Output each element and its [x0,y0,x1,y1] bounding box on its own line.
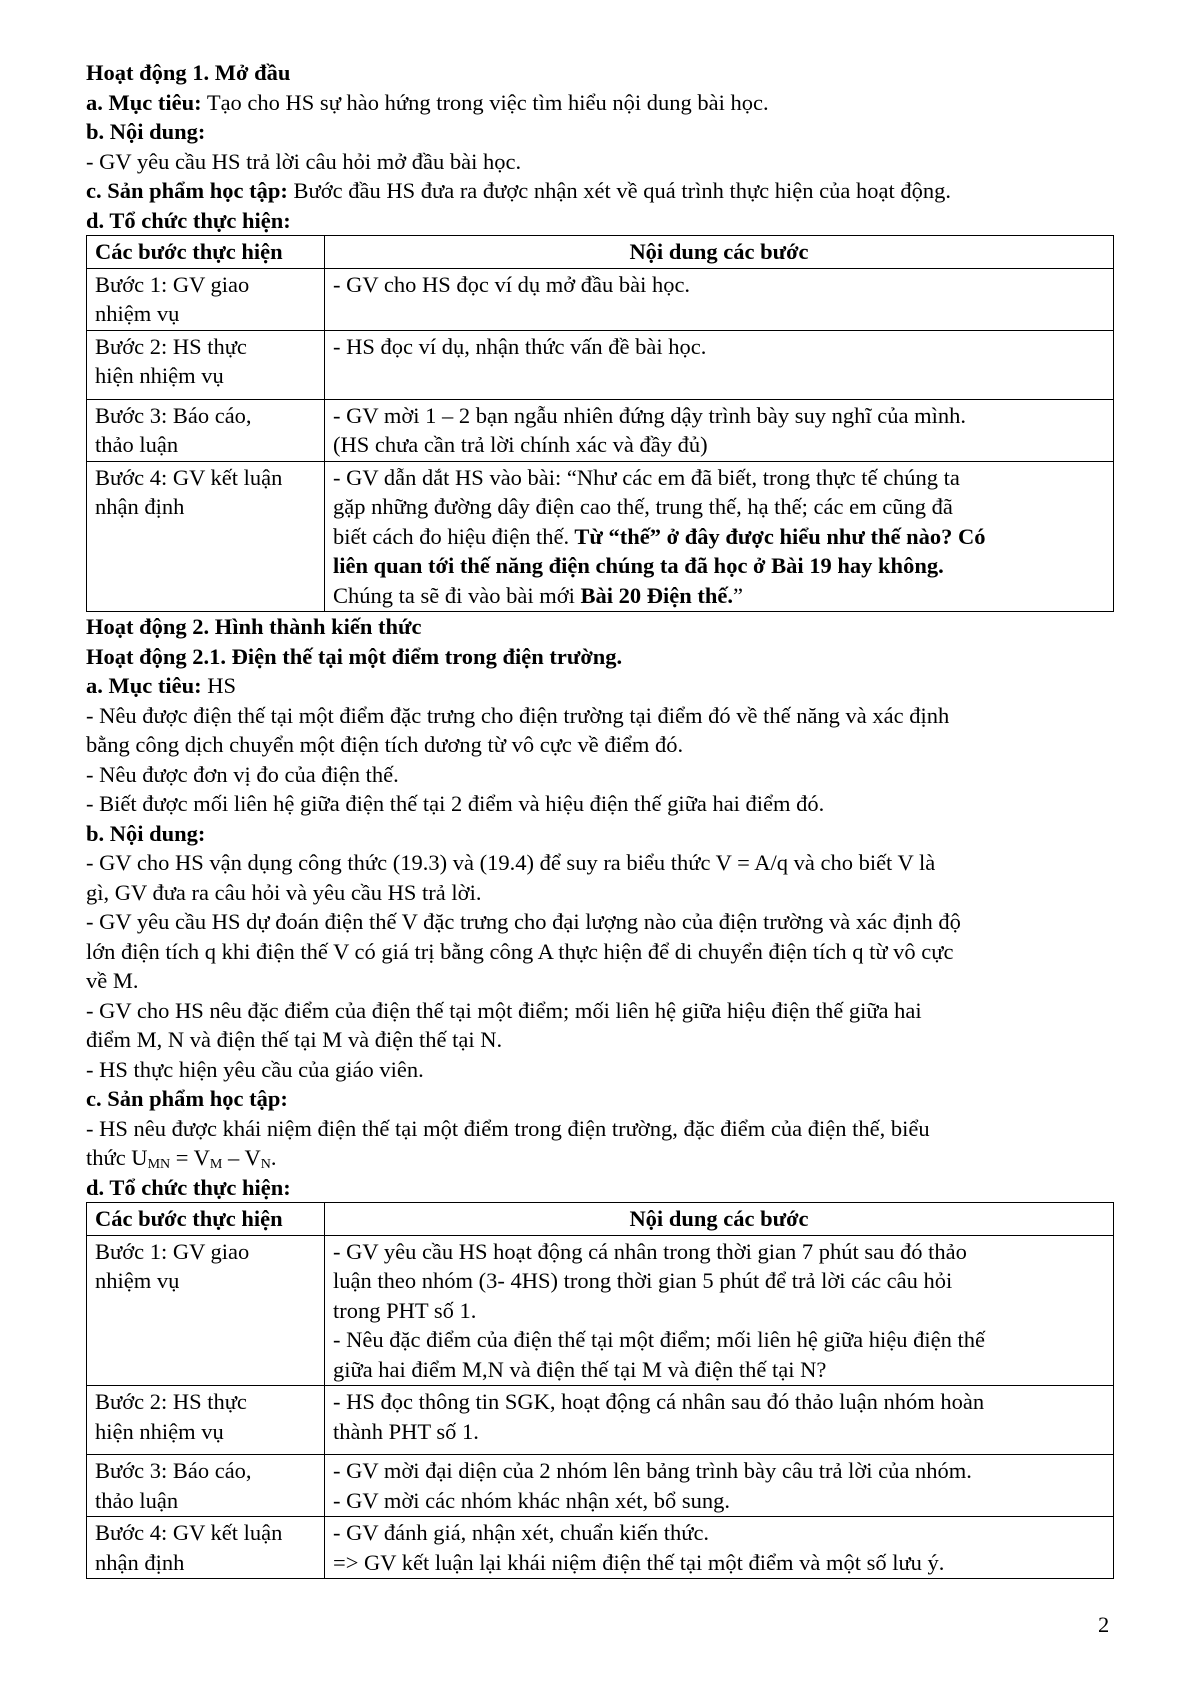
step-line: Bước 4: GV kết luận [95,464,283,490]
formula-subscript: N [260,1157,271,1172]
content-line: => GV kết luận lại khái niệm điện thế tại một điểm và một số lưu ý. [333,1549,945,1575]
header-steps: Các bước thực hiện [87,236,325,269]
table-row [87,268,1114,330]
content-line: - GV cho HS đọc ví dụ mở đầu bài học. [333,271,691,297]
content-line: - GV mời các nhóm khác nhận xét, bổ sung. [333,1487,731,1513]
page-number: 2 [1098,1612,1110,1637]
content-cell [325,1517,1114,1579]
step-cell [87,268,325,330]
step-line: Bước 3: Báo cáo, [95,1458,252,1483]
formula-text: . [270,1145,277,1170]
formula-subscript: M [209,1157,223,1172]
content-line: gặp những đường dây điện cao thế, trung thế, hạ thế; các em cũng đã [333,494,953,519]
content-line: - GV cho HS vận dụng công thức (19.3) và (19.4) để suy ra biểu thức V = A/q và cho biết V là [86,850,936,875]
content-cell [325,330,1114,399]
content-line: - GV mời 1 – 2 bạn ngẫu nhiên đứng dậy trình bày suy nghĩ của mình. [333,402,966,428]
step-line: hiện nhiệm vụ [95,1418,224,1444]
content-line: về M. [86,968,139,993]
content-line: gì, GV đưa ra câu hỏi và yêu cầu HS trả lời. [86,879,482,905]
content-line: trong PHT số 1. [333,1297,477,1323]
content-line: lớn điện tích q khi điện thế V có giá trị bằng công A thực hiện để di chuyển điện tích q từ vô cực [86,938,954,964]
content-cell [325,1386,1114,1455]
content-line: - HS thực hiện yêu cầu của giáo viên. [86,1056,424,1082]
step-cell [87,461,325,612]
content-line: - GV cho HS nêu đặc điểm của điện thế tại một điểm; mối liên hệ giữa hiệu điện thế giữa hai [86,997,922,1023]
step-line: Bước 3: Báo cáo, [95,402,252,428]
activity2-subheading: Hoạt động 2.1. Điện thế tại một điểm trong điện trường. [86,643,623,669]
product-line: - HS nêu được khái niệm điện thế tại một điểm trong điện trường, đặc điểm của điện thế, biểu [86,1115,930,1141]
content-cell [325,1235,1114,1386]
objective-text: HS [201,673,236,698]
activity2-heading: Hoạt động 2. Hình thành kiến thức [86,614,422,639]
step-cell [87,1455,325,1517]
step-cell [87,1386,325,1455]
objective-text: Tạo cho HS sự hào hứng trong việc tìm hiểu nội dung bài học. [201,89,769,115]
text-bold: Từ “thế” ở đây được hiểu như thế nào? Có [569,523,986,549]
formula-text: = V [170,1145,210,1170]
content-line: - GV dẫn dắt HS vào bài: “Như các em đã biết, trong thực tế chúng ta [333,464,960,490]
table-row [87,1455,1114,1517]
content-line [333,581,1105,611]
content-line: luận theo nhóm (3- 4HS) trong thời gian 5 phút để trả lời các câu hỏi [333,1268,953,1293]
product-label: c. Sản phẩm học tập: [86,178,288,203]
step-cell [87,1235,325,1386]
header-content: Nội dung các bước [325,236,1114,269]
text-normal: biết cách đo hiệu điện thế. [333,523,570,549]
content-line: - GV yêu cầu HS dự đoán điện thế V đặc trưng cho đại lượng nào của điện trường và xác định độ [86,909,961,934]
content-line: - GV yêu cầu HS hoạt động cá nhân trong thời gian 7 phút sau đó thảo [333,1238,967,1264]
step-cell [87,330,325,399]
content-cell [325,461,1114,612]
step-line: Bước 1: GV giao [95,271,250,297]
content-line: giữa hai điểm M,N và điện thế tại M và điện thế tại N? [333,1356,827,1382]
step-cell [87,1517,325,1579]
content-line: - Nêu đặc điểm của điện thế tại một điểm; mối liên hệ giữa hiệu điện thế [333,1327,985,1352]
step-line: Bước 2: HS thực [95,1389,247,1414]
objective-line: - Nêu được đơn vị đo của điện thế. [86,761,399,787]
formula-text: – V [222,1145,261,1170]
activity1-content-label: b. Nội dung: [86,119,206,144]
content-line: - HS đọc ví dụ, nhận thức vấn đề bài học. [333,333,707,359]
step-line: Bước 2: HS thực [95,333,247,359]
objective-label: a. Mục tiêu: [86,89,202,115]
step-line: nhiệm vụ [95,1268,180,1293]
step-line: nhiệm vụ [95,301,180,326]
content-cell [325,268,1114,330]
activity2-content-label: b. Nội dung: [86,820,206,846]
formula-text: thức U [86,1145,148,1170]
activity2-objective [86,671,1110,701]
table-row [87,399,1114,461]
product-text: Bước đầu HS đưa ra được nhận xét về quá trình thực hiện của hoạt động. [287,178,951,203]
step-line: thảo luận [95,432,179,457]
text-bold: Bài 20 Điện thế. [580,582,734,608]
activity1-content-line: - GV yêu cầu HS trả lời câu hỏi mở đầu bài học. [86,148,522,174]
step-line: Bước 4: GV kết luận [95,1520,283,1545]
activity1-product [86,176,1110,206]
objective-line: - Biết được mối liên hệ giữa điện thế tại 2 điểm và hiệu điện thế giữa hai điểm đó. [86,791,825,816]
content-line: - GV đánh giá, nhận xét, chuẩn kiến thức. [333,1520,710,1545]
table-row [87,1517,1114,1579]
step-line: nhận định [95,494,185,519]
activity2-product-label: c. Sản phẩm học tập: [86,1086,288,1111]
activity1-heading: Hoạt động 1. Mở đầu [86,60,291,85]
step-cell [87,399,325,461]
content-line: thành PHT số 1. [333,1418,479,1444]
activity1-org-label: d. Tổ chức thực hiện: [86,207,291,233]
content-line: - HS đọc thông tin SGK, hoạt động cá nhân sau đó thảo luận nhóm hoàn [333,1389,985,1414]
activity1-steps-table [86,235,1114,612]
objective-label: a. Mục tiêu: [86,673,202,698]
objective-line: bằng công dịch chuyển một điện tích dương từ vô cực về điểm đó. [86,732,684,757]
content-line: liên quan tới thế năng điện chúng ta đã học ở Bài 19 hay không. [333,553,944,578]
objective-line: - Nêu được điện thế tại một điểm đặc trưng cho điện trường tại điểm đó về thế năng và xác định [86,702,950,728]
text-normal: Chúng ta sẽ đi vào bài mới [333,582,581,608]
document-page [86,58,1110,1579]
content-cell [325,399,1114,461]
content-line [333,522,1105,552]
step-line: Bước 1: GV giao [95,1238,250,1264]
activity2-steps-table [86,1202,1114,1579]
step-line: hiện nhiệm vụ [95,363,224,388]
table-row [87,1235,1114,1386]
activity1-objective [86,88,1110,118]
content-line: (HS chưa cần trả lời chính xác và đầy đủ) [333,432,708,457]
step-line: thảo luận [95,1487,179,1513]
content-line: - GV mời đại diện của 2 nhóm lên bảng trình bày câu trả lời của nhóm. [333,1458,972,1483]
text-normal: ” [733,582,744,608]
content-line: điểm M, N và điện thế tại M và điện thế tại N. [86,1027,503,1052]
table-header-row [87,1203,1114,1236]
table-row [87,461,1114,612]
header-content: Nội dung các bước [325,1203,1114,1236]
formula-subscript: MN [147,1157,171,1172]
content-cell [325,1455,1114,1517]
product-formula-line [86,1143,1110,1173]
step-line: nhận định [95,1549,185,1575]
table-row [87,1386,1114,1455]
header-steps: Các bước thực hiện [87,1203,325,1236]
table-row [87,330,1114,399]
activity2-org-label: d. Tổ chức thực hiện: [86,1174,291,1200]
table-header-row [87,236,1114,269]
